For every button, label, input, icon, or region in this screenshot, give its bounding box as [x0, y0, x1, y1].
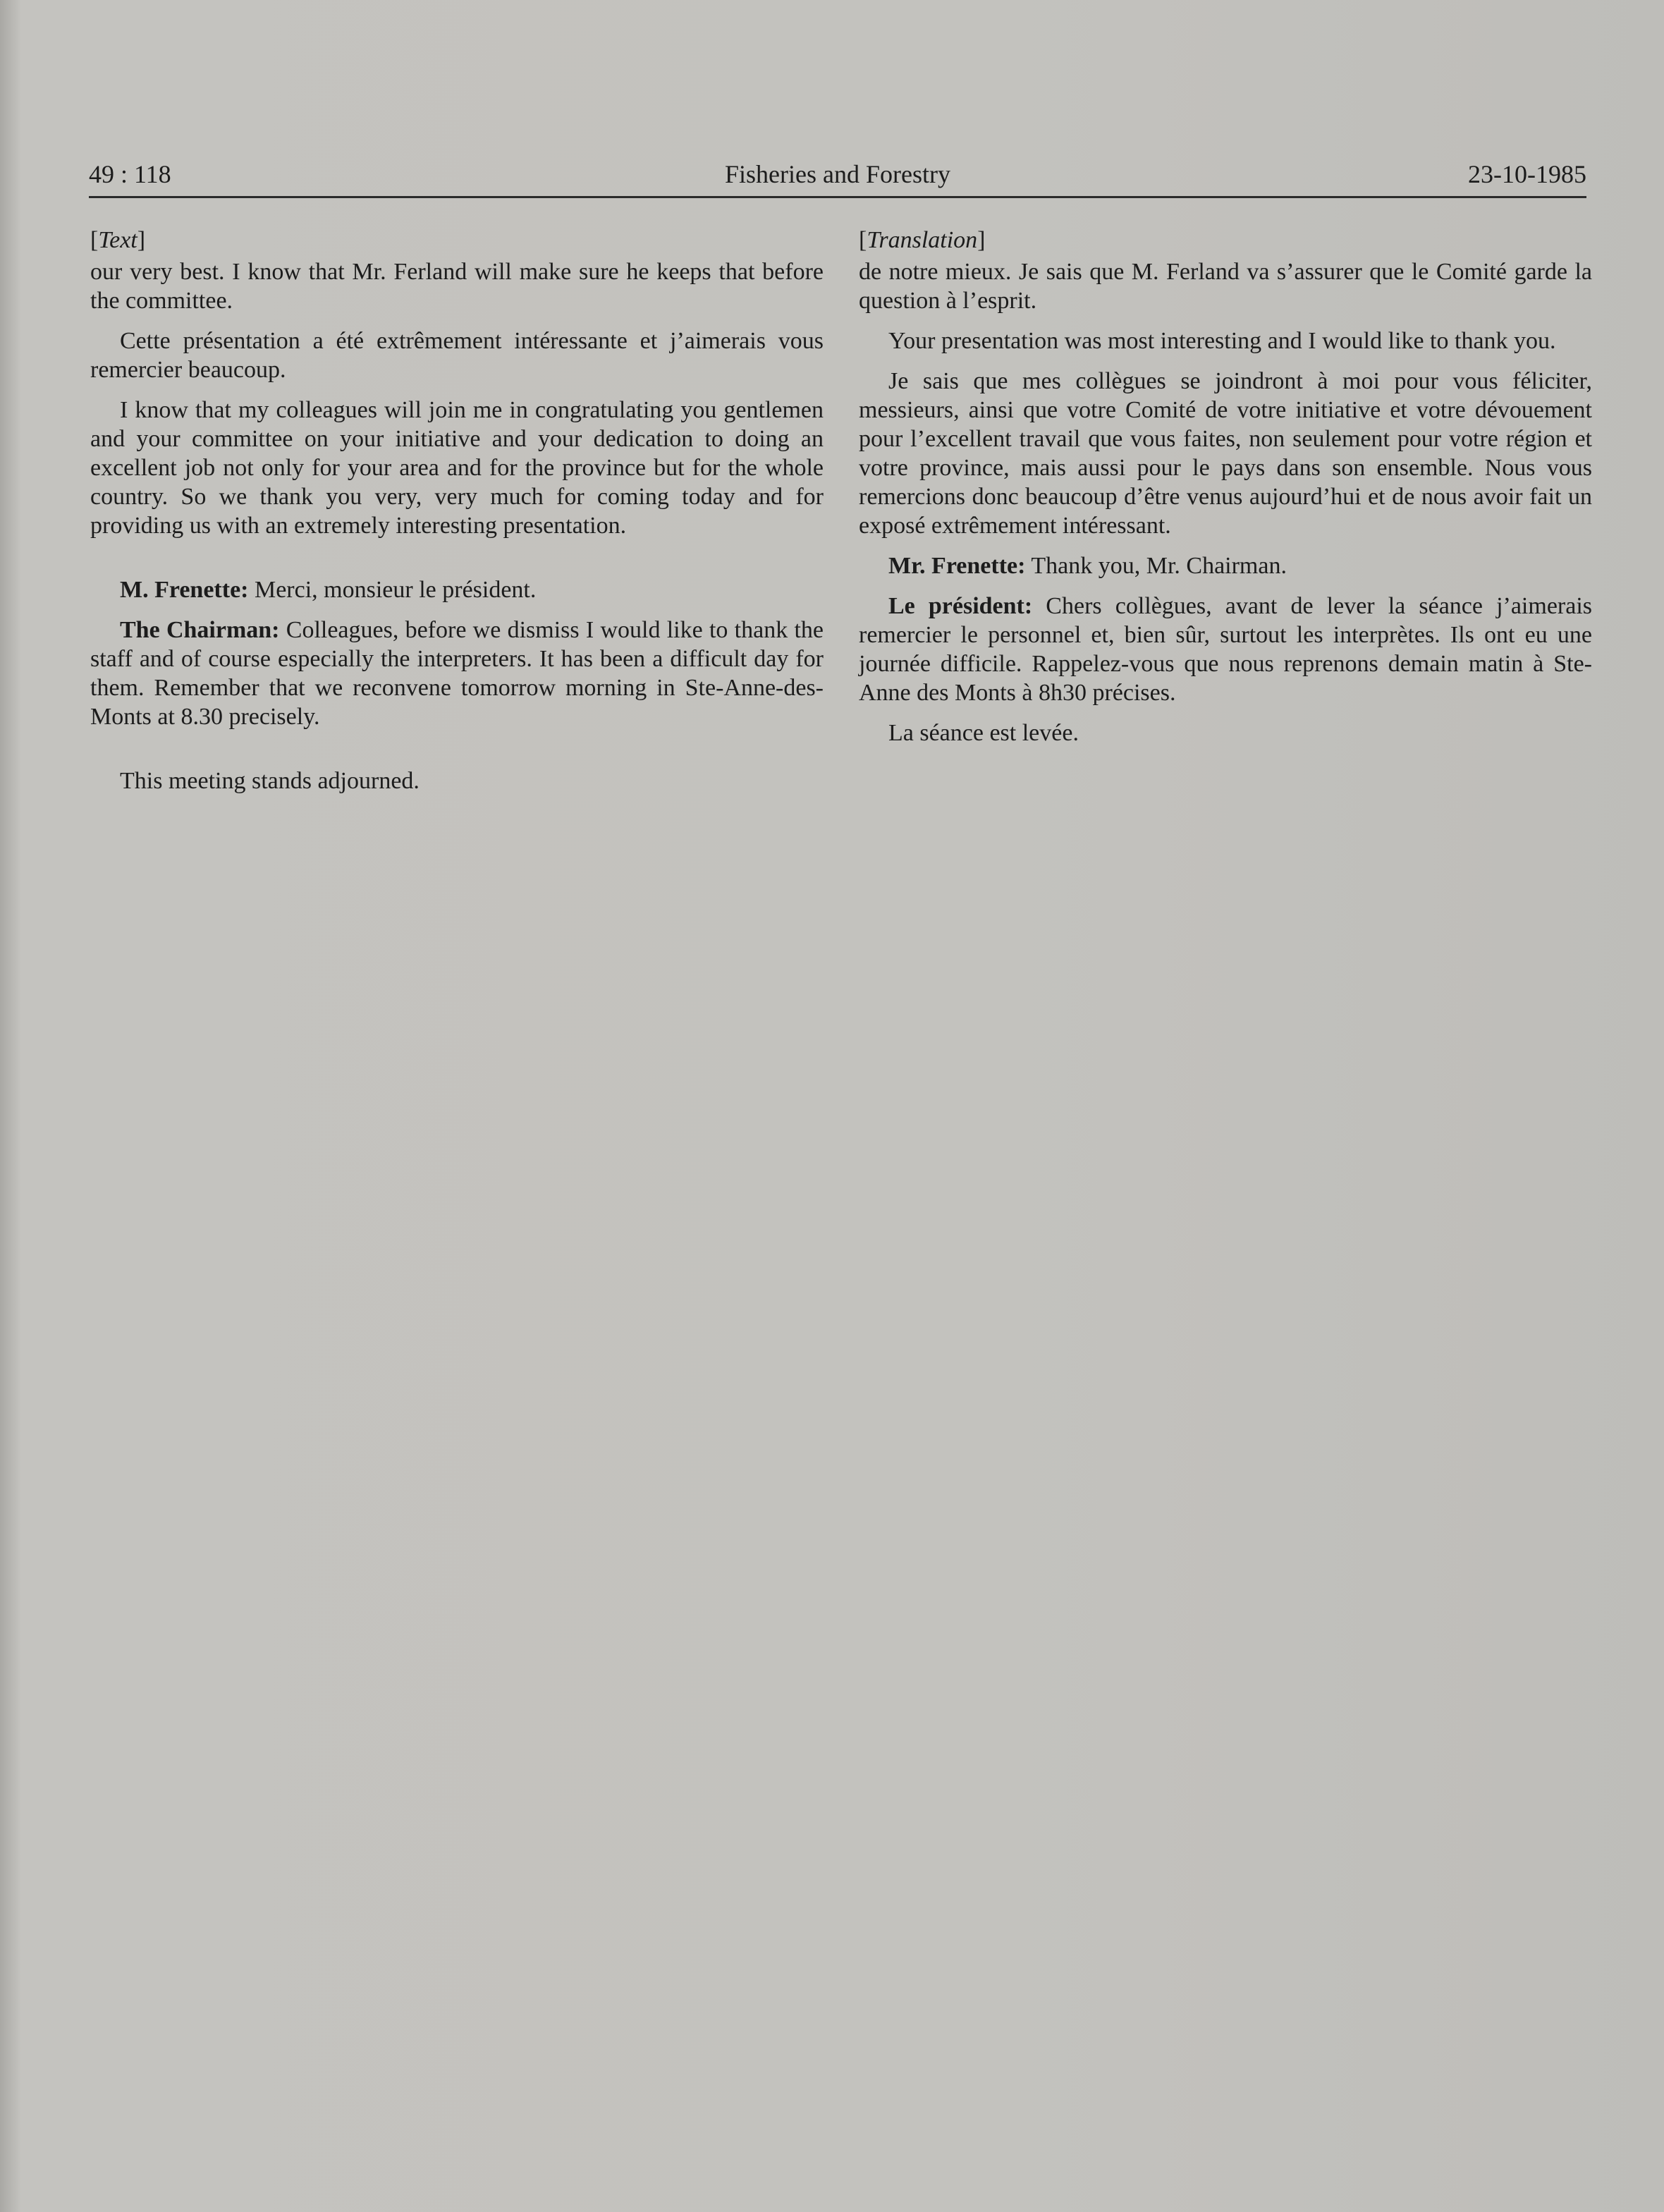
- paragraph: our very best. I know that Mr. Ferland will make sure he keeps that before the committee.: [90, 259, 824, 314]
- paragraph: La séance est levée.: [888, 720, 1079, 746]
- speaker-paragraph: [90, 616, 824, 731]
- speaker-name: Le président:: [888, 593, 1033, 619]
- page-header: [89, 157, 1586, 198]
- paragraph: Cette présentation a été extrêmement intéressante et j’aimerais vous remercier beaucoup.: [90, 328, 824, 383]
- paragraph: Your presentation was most interesting and I would like to thank you.: [888, 328, 1556, 354]
- speaker-paragraph: [859, 551, 1592, 580]
- header-date: 23-10-1985: [1468, 160, 1586, 188]
- speech-text: Colleagues, before we dismiss I would like to thank the staff and of course especially the interpreters. It has been a difficult day for them. Remember that we reconvene tomorrow morning in Ste-Anne-des-Monts at 8.30 precisely.: [90, 617, 824, 730]
- header-page-number: 49 : 118: [89, 160, 171, 188]
- speaker-paragraph: [90, 575, 824, 604]
- speaker-name: The Chairman:: [120, 617, 280, 643]
- speech-text: Thank you, Mr. Chairman.: [1025, 553, 1287, 579]
- paragraph: I know that my colleagues will join me in congratulating you gentlemen and your committee on your initiative and your dedication to doing an excellent job not only for your area and for the province but for the whole country. So we thank you very, very much for coming today and for providing us with an extremely interesting presentation.: [90, 397, 824, 539]
- paragraph: Je sais que mes collègues se joindront à moi pour vous féliciter, messieurs, ainsi que votre Comité de votre initiative et votre dévouement pour l’excellent travail que vous faites, non seulement pour votre région et votre province, mais aussi pour le pays dans son ensemble. Nous vous remercions donc beaucoup d’être venus aujourd’hui et de nous avoir fait un exposé extrêmement intéressant.: [859, 368, 1592, 539]
- translation-tag: [Translation]: [859, 227, 986, 253]
- speech-text: Chers collègues, avant de lever la séance j’aimerais remercier le personnel et, bien sûr, surtout les interprètes. Ils ont eu une journée difficile. Rappelez-vous que nous reprenons demain matin à Ste-Anne des Monts à 8h30 précises.: [859, 593, 1593, 706]
- right-column-translation: [859, 226, 1592, 759]
- left-column-english: [90, 226, 824, 807]
- header-title: Fisheries and Forestry: [725, 160, 950, 188]
- speaker-paragraph: [859, 592, 1592, 707]
- paragraph: de notre mieux. Je sais que M. Ferland va s’assurer que le Comité garde la question à l’esprit.: [859, 259, 1592, 314]
- speaker-name: Mr. Frenette:: [888, 553, 1026, 579]
- speaker-name: M. Frenette:: [120, 577, 249, 603]
- text-tag: [Text]: [90, 227, 146, 253]
- speech-text: Merci, monsieur le président.: [248, 577, 537, 603]
- paragraph: This meeting stands adjourned.: [120, 768, 420, 794]
